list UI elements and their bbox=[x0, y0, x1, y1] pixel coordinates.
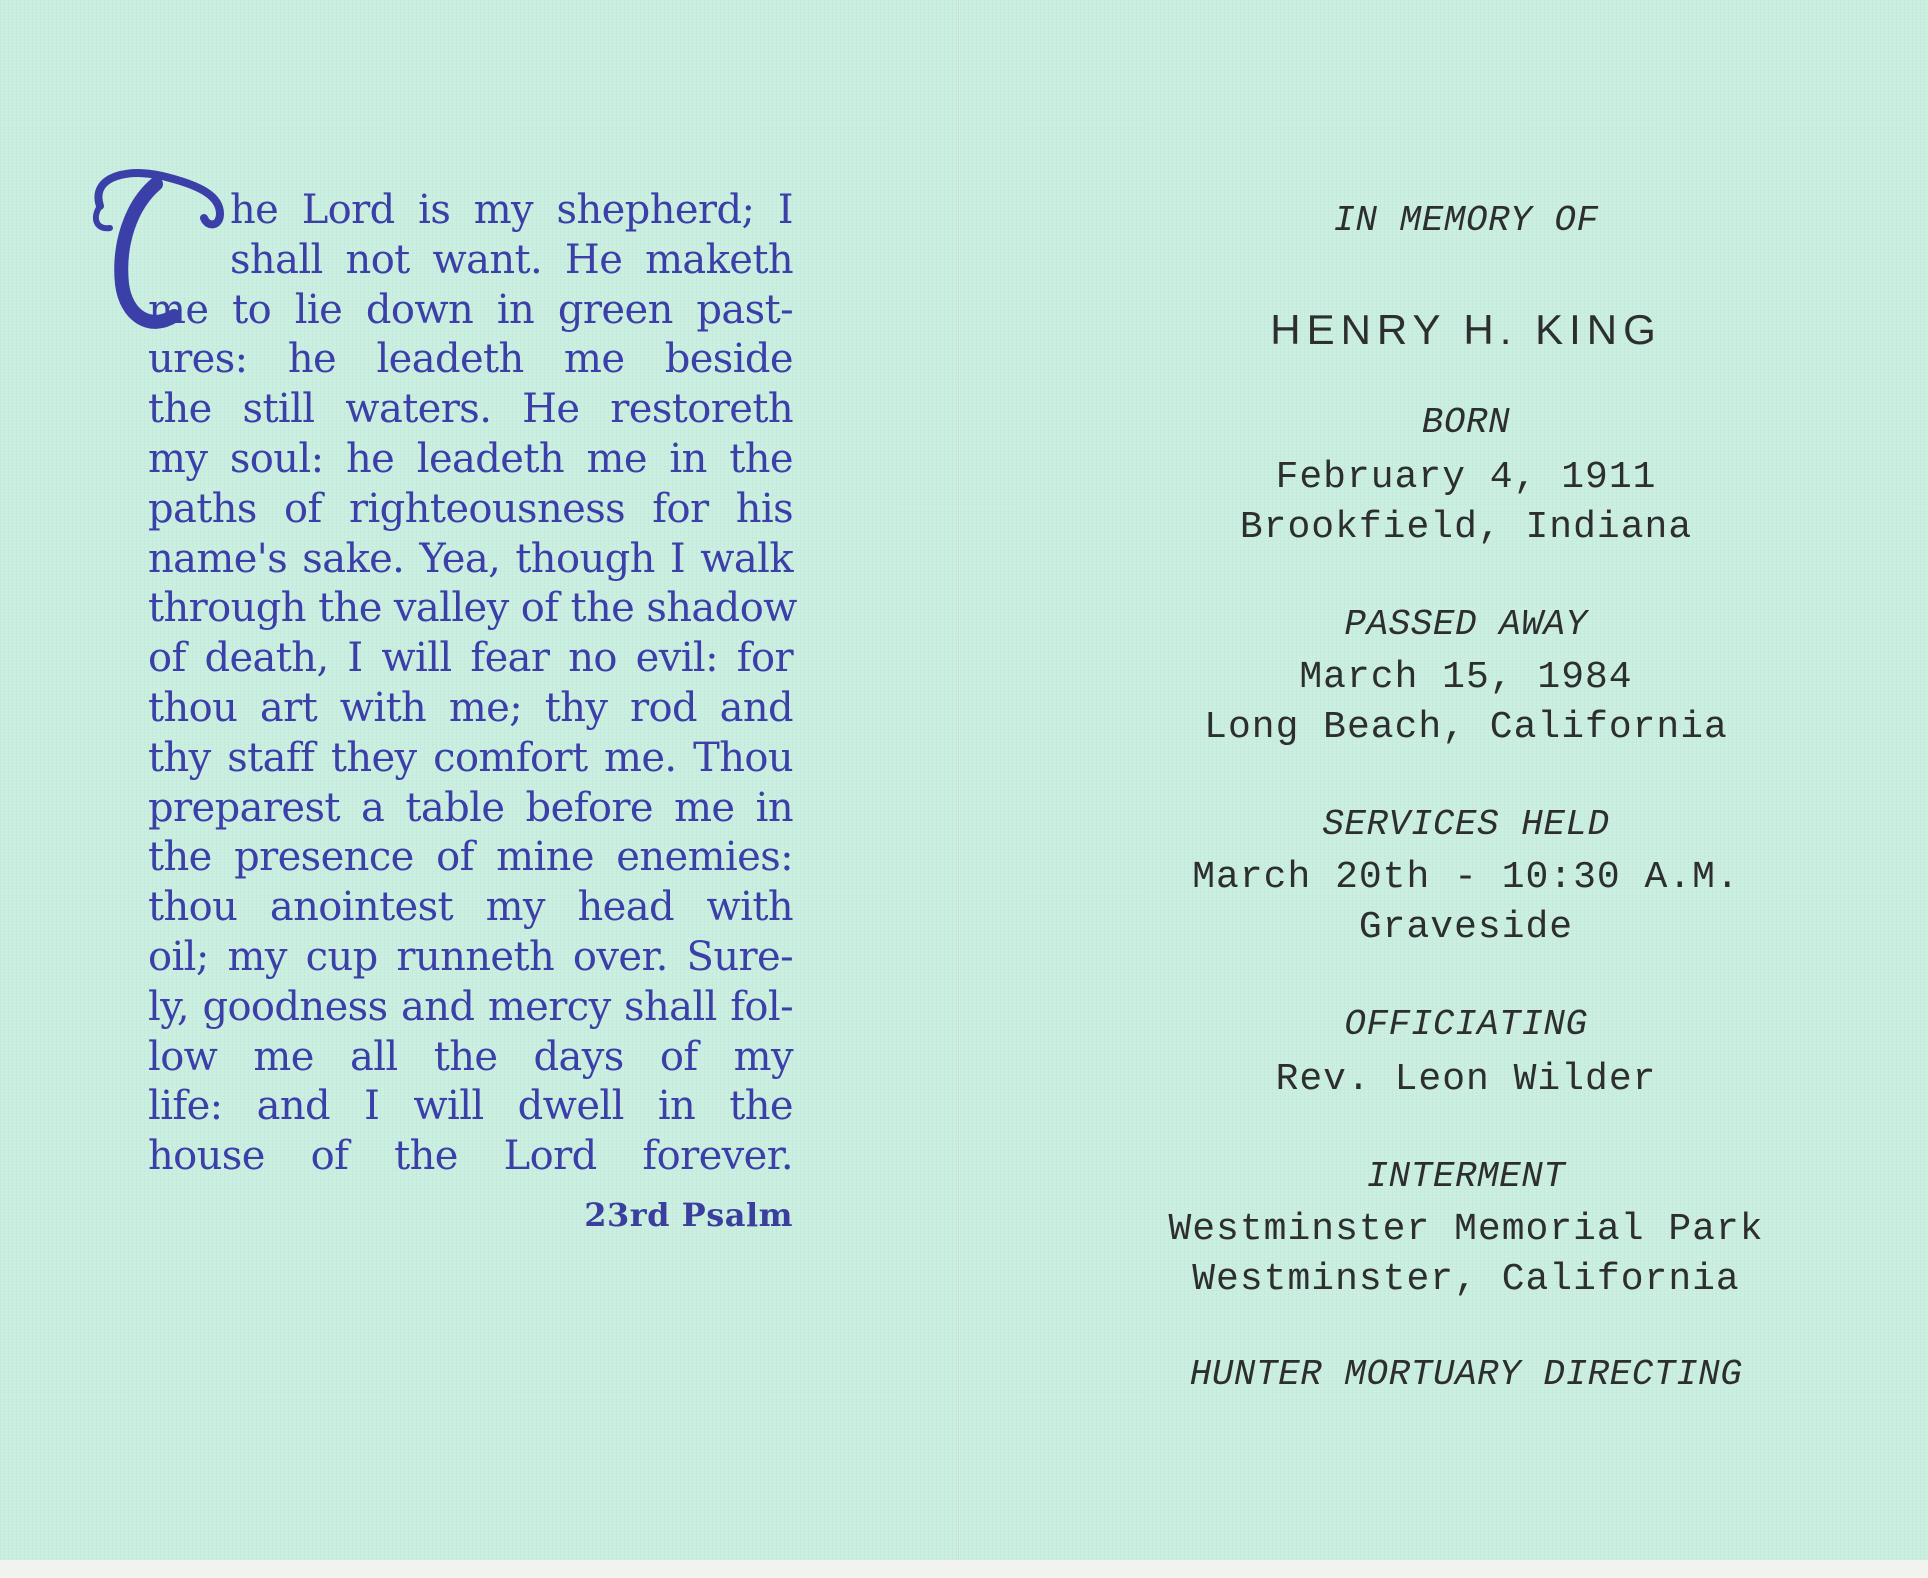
scan-bottom-edge bbox=[0, 1560, 1928, 1578]
dropcap-t-ornament bbox=[70, 166, 228, 336]
psalm-line: ures: he leadeth me beside bbox=[148, 336, 793, 383]
services-place: Graveside bbox=[1358, 906, 1574, 949]
psalm-line: through the valley of the shadow bbox=[148, 585, 797, 632]
interment-city: Westminster, California bbox=[1192, 1258, 1740, 1301]
interment-place: Westminster Memorial Park bbox=[1168, 1208, 1764, 1251]
psalm-line: me to lie down in green past- bbox=[148, 286, 793, 333]
services-heading: SERVICES HELD bbox=[1322, 804, 1610, 845]
psalm-line: the presence of mine enemies: bbox=[148, 834, 793, 881]
psalm-line: my soul: he leadeth me in the bbox=[148, 435, 793, 482]
psalm-line: paths of righteousness for his bbox=[148, 485, 793, 532]
psalm-line: of death, I will fear no evil: for bbox=[148, 635, 793, 682]
born-heading: BORN bbox=[1421, 402, 1511, 443]
psalm-line: thou anointest my head with bbox=[148, 884, 793, 931]
psalm-line: preparest a table before me in bbox=[148, 784, 793, 831]
psalm-line: name's sake. Yea, though I walk bbox=[148, 535, 793, 582]
psalm-source: 23rd Psalm bbox=[584, 1195, 793, 1234]
officiating-heading: OFFICIATING bbox=[1344, 1004, 1588, 1045]
mortuary-footer: HUNTER MORTUARY DIRECTING bbox=[1189, 1354, 1743, 1395]
psalm-line: house of the Lord forever. bbox=[148, 1133, 793, 1180]
born-date: February 4, 1911 bbox=[1275, 456, 1657, 499]
psalm-line: shall not want. He maketh bbox=[230, 236, 793, 283]
passed-away-heading: PASSED AWAY bbox=[1344, 604, 1588, 645]
deceased-name: HENRY H. KING bbox=[1270, 306, 1662, 353]
passed-away-place: Long Beach, California bbox=[1204, 706, 1728, 749]
officiant-name: Rev. Leon Wilder bbox=[1275, 1058, 1657, 1101]
psalm-line: thou art with me; thy rod and bbox=[148, 684, 793, 731]
psalm-line: the still waters. He restoreth bbox=[148, 386, 793, 433]
memorial-header: IN MEMORY OF bbox=[1333, 200, 1599, 241]
interment-heading: INTERMENT bbox=[1366, 1156, 1566, 1197]
psalm-line: oil; my cup runneth over. Sure- bbox=[148, 933, 793, 980]
psalm-panel bbox=[148, 186, 797, 1234]
card-fold bbox=[958, 0, 960, 1560]
psalm-text bbox=[148, 186, 797, 1182]
passed-away-date: March 15, 1984 bbox=[1299, 656, 1633, 699]
born-place: Brookfield, Indiana bbox=[1239, 506, 1693, 549]
psalm-line: life: and I will dwell in the bbox=[148, 1083, 793, 1130]
psalm-line: thy staff they comfort me. Thou bbox=[148, 734, 793, 781]
psalm-line: ly, goodness and mercy shall fol- bbox=[148, 983, 793, 1030]
psalm-line: he Lord is my shepherd; I bbox=[230, 187, 793, 233]
services-time: March 20th - 10:30 A.M. bbox=[1192, 856, 1740, 899]
psalm-line: low me all the days of my bbox=[148, 1033, 793, 1080]
